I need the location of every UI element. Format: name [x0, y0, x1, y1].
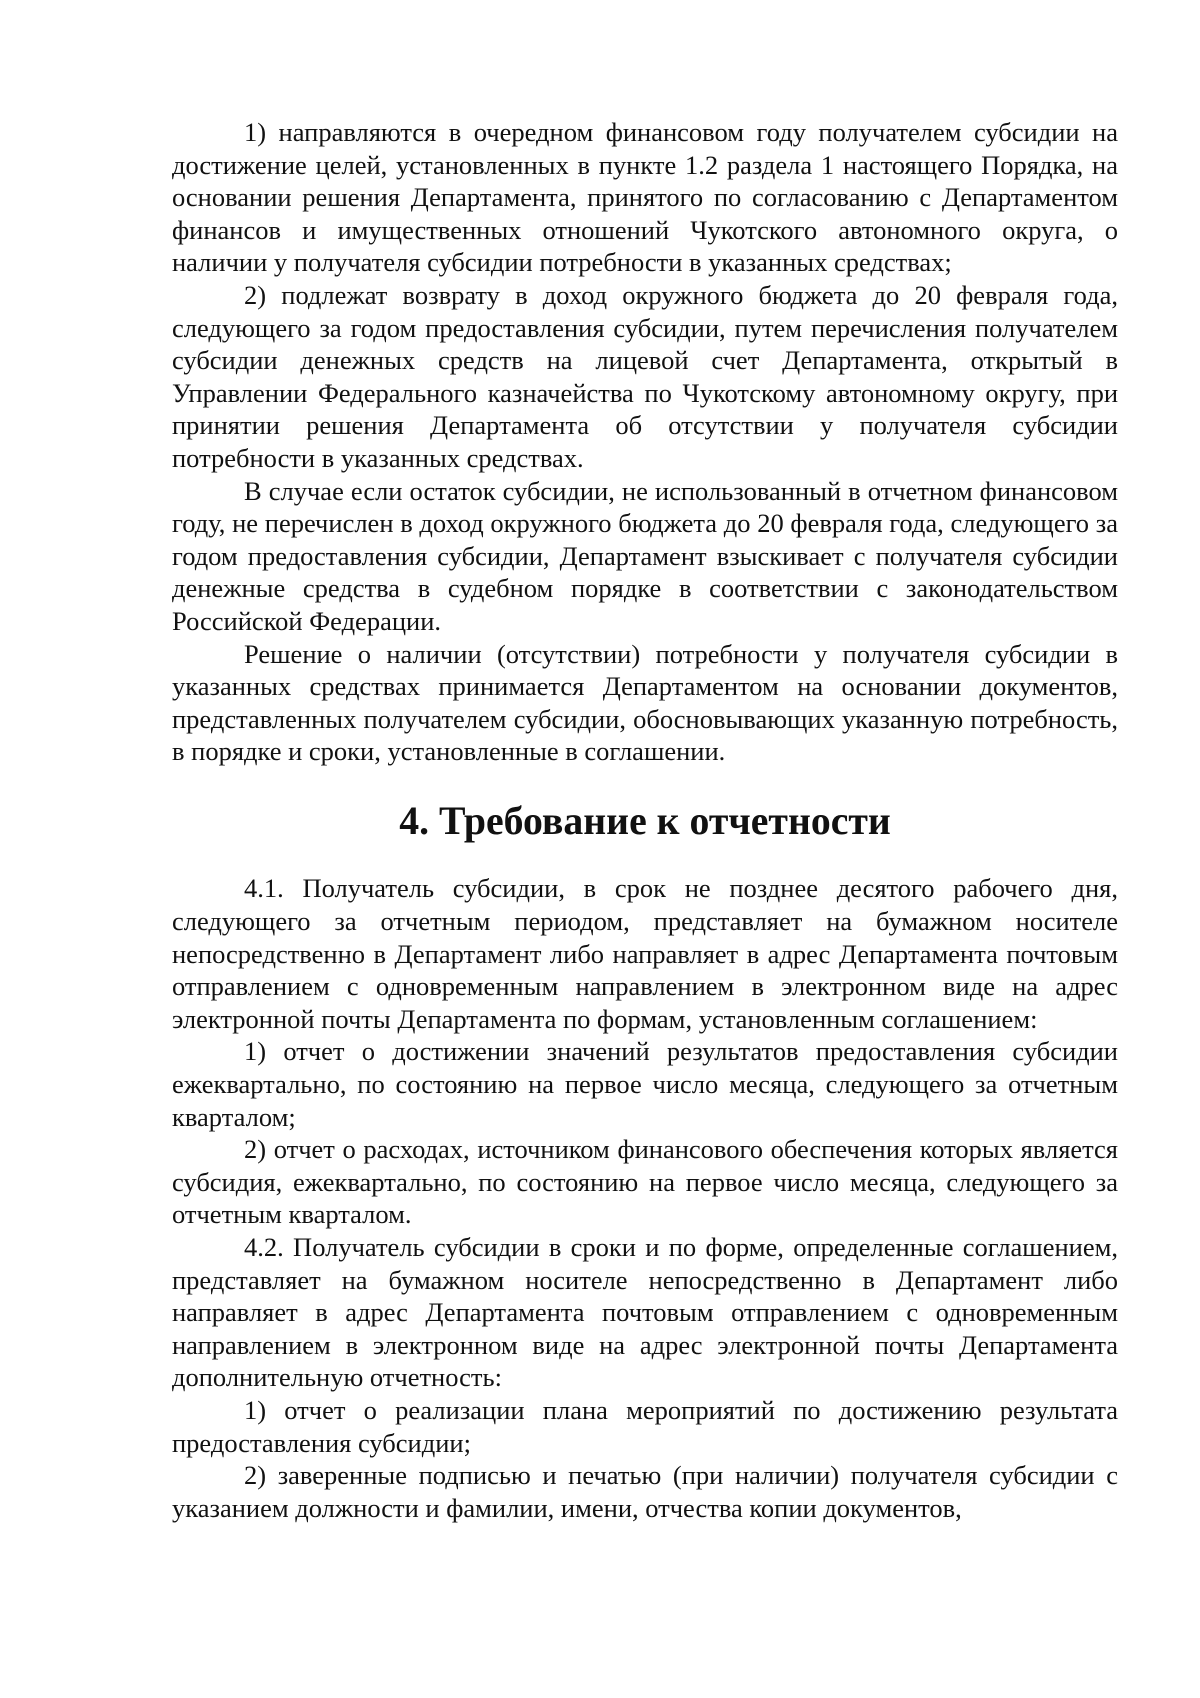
paragraph-8: 4.2. Получатель субсидии в сроки и по форме, определенные соглашением, представляет на бумажном носителе непосредственно в Департамент либо направляет в адрес Департамента почтовым отправлением с одновременным направлением в электронном виде на адрес электронной почты Департамента дополнительную отчетность:	[172, 1232, 1118, 1393]
paragraph-9: 1) отчет о реализации плана мероприятий по достижению результата предоставления субсидии;	[172, 1394, 1118, 1458]
paragraph-10: 2) заверенные подписью и печатью (при наличии) получателя субсидии с указанием должности и фамилии, имени, отчества копии документов,	[172, 1460, 1118, 1523]
paragraph-4: Решение о наличии (отсутствии) потребности у получателя субсидии в указанных средствах принимается Департаментом на основании документов, представленных получателем субсидии, обосновывающих указанную потребность, в порядке и сроки, установленные в соглашении.	[172, 638, 1118, 767]
section-heading: 4. Требование к отчетности	[399, 798, 891, 843]
paragraph-2: 2) подлежат возврату в доход окружного бюджета до 20 февраля года, следующего за годом предоставления субсидии, путем перечисления получателем субсидии денежных средств на лицевой счет Департамента, открытый в Управлении Федерального казначейства по Чукотскому автономному округу, при принятии решения Департамента об отсутствии у получателя субсидии потребности в указанных средствах.	[172, 279, 1118, 473]
paragraph-3: В случае если остаток субсидии, не использованный в отчетном финансовом году, не перечислен в доход окружного бюджета до 20 февраля года, следующего за годом предоставления субсидии, Департамент взыскивает с получателя субсидии денежные средства в судебном порядке в соответствии с законодательством Российской Федерации.	[172, 475, 1118, 636]
paragraph-7: 2) отчет о расходах, источником финансового обеспечения которых является субсидия, ежеквартально, по состоянию на первое число месяца, следующего за отчетным кварталом.	[172, 1134, 1118, 1230]
paragraph-6: 1) отчет о достижении значений результатов предоставления субсидии ежеквартально, по состоянию на первое число месяца, следующего за отчетным кварталом;	[172, 1036, 1118, 1132]
paragraph-1: 1) направляются в очередном финансовом году получателем субсидии на достижение целей, установленных в пункте 1.2 раздела 1 настоящего Порядка, на основании решения Департамента, принятого по согласованию с Департаментом финансов и имущественных отношений Чукотского автономного округа, о наличии у получателя субсидии потребности в указанных средствах;	[172, 117, 1118, 278]
document-page	[172, 116, 1118, 1524]
paragraph-5: 4.1. Получатель субсидии, в срок не позднее десятого рабочего дня, следующего за отчетным периодом, представляет на бумажном носителе непосредственно в Департамент либо направляет в адрес Департамента почтовым отправлением с одновременным направлением в электронном виде на адрес электронной почты Департамента по формам, установленным соглашением:	[172, 873, 1118, 1034]
